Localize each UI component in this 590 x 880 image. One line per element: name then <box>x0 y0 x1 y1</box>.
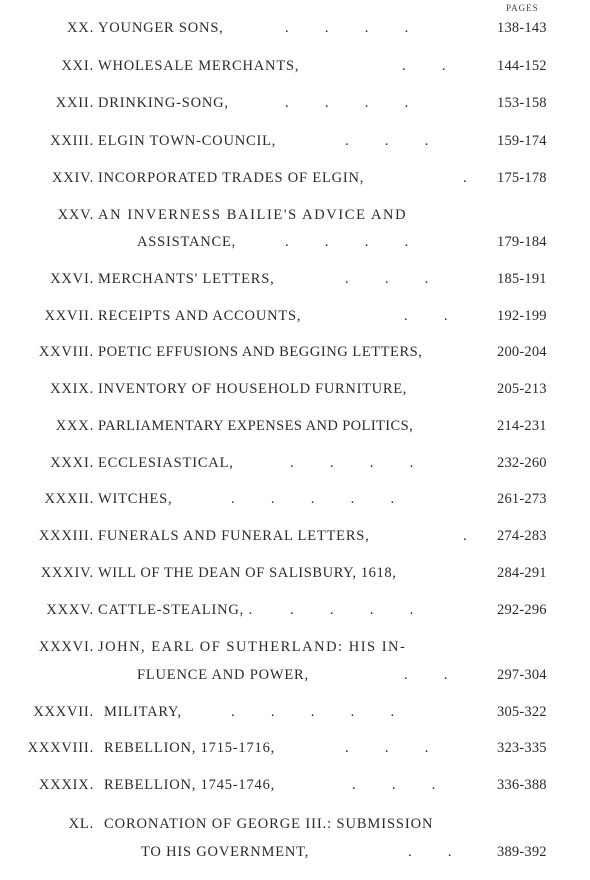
leader-dots: . . <box>404 667 448 683</box>
chapter-title-continued: ASSISTANCE, <box>137 234 237 250</box>
toc-entry <box>0 565 590 587</box>
chapter-title: AN INVERNESS BAILIE'S ADVICE AND <box>98 207 408 223</box>
chapter-title: YOUNGER SONS, <box>98 20 224 36</box>
chapter-number: XL. <box>68 816 94 832</box>
page-range: 261-273 <box>497 491 547 507</box>
chapter-number: XXXIX. <box>38 777 94 793</box>
chapter-number: XXXI. <box>50 455 94 471</box>
chapter-number: XXV. <box>57 207 94 223</box>
leader-dots: . . <box>404 308 448 324</box>
chapter-number: XXVII. <box>44 308 94 324</box>
leader-dots: . . <box>408 844 452 860</box>
page-range: 323-335 <box>497 740 547 756</box>
leader-dots: . . . . <box>290 602 414 618</box>
toc-entry <box>0 491 590 513</box>
leader-dots: . . . . . <box>231 491 395 507</box>
chapter-title: CATTLE-STEALING, . <box>98 602 253 618</box>
chapter-title: MERCHANTS' LETTERS, <box>98 271 275 287</box>
page-range: 200-204 <box>497 344 547 360</box>
chapter-number: XXIX. <box>50 381 94 397</box>
page-range: 205-213 <box>497 381 547 397</box>
chapter-number: XXXIII. <box>38 528 94 544</box>
toc-entry <box>0 740 590 762</box>
leader-dots: . . . <box>345 740 429 756</box>
toc-entry <box>0 20 590 42</box>
page-range: 138-143 <box>497 20 547 36</box>
toc-entry <box>0 418 590 440</box>
chapter-title: RECEIPTS AND ACCOUNTS, <box>98 308 302 324</box>
chapter-title-continued: FLUENCE AND POWER, <box>137 667 309 683</box>
page-range: 185-191 <box>497 271 547 287</box>
chapter-number: XXXV. <box>46 602 94 618</box>
page-range: 389-392 <box>497 844 547 860</box>
chapter-title: DRINKING-SONG, <box>98 95 229 111</box>
chapter-title: POETIC EFFUSIONS AND BEGGING LETTERS, <box>98 344 423 360</box>
chapter-number: XXVI. <box>50 271 94 287</box>
page-range: 297-304 <box>497 667 547 683</box>
leader-dots: . . . . <box>285 234 409 250</box>
leader-dots: . . <box>402 58 446 74</box>
chapter-title: INCORPORATED TRADES OF ELGIN, <box>98 170 365 186</box>
leader-dots: . . . . <box>285 20 409 36</box>
toc-entry-continuation <box>0 667 590 689</box>
chapter-title: ELGIN TOWN-COUNCIL, <box>98 133 277 149</box>
page-range: 179-184 <box>497 234 547 250</box>
chapter-title: CORONATION OF GEORGE III.: SUBMISSION <box>104 816 434 832</box>
leader-dots: . . . . <box>290 455 414 471</box>
page-range: 175-178 <box>497 170 547 186</box>
toc-entry <box>0 95 590 117</box>
leader-dots: . . . <box>352 777 436 793</box>
toc-entry <box>0 816 590 838</box>
leader-dots: . . . . <box>285 95 409 111</box>
chapter-number: XXXVII. <box>33 704 94 720</box>
toc-entry-continuation <box>0 844 590 866</box>
toc-entry <box>0 58 590 80</box>
toc-entry <box>0 133 590 155</box>
page-range: 144-152 <box>497 58 547 74</box>
leader-dots: . <box>463 528 467 544</box>
chapter-title: INVENTORY OF HOUSEHOLD FURNITURE, <box>98 381 408 397</box>
chapter-number: XXX. <box>55 418 94 434</box>
chapter-number: XXXVI. <box>38 639 94 655</box>
page-range: 192-199 <box>497 308 547 324</box>
page-range: 336-388 <box>497 777 547 793</box>
page-range: 292-296 <box>497 602 547 618</box>
toc-entry <box>0 602 590 624</box>
chapter-number: XXXVIII. <box>27 740 94 756</box>
chapter-title: MILITARY, <box>104 704 182 720</box>
leader-dots: . . . <box>345 271 429 287</box>
toc-entry <box>0 455 590 477</box>
chapter-number: XXXIV. <box>40 565 94 581</box>
page-range: 159-174 <box>497 133 547 149</box>
toc-entry <box>0 308 590 330</box>
page-range: 153-158 <box>497 95 547 111</box>
leader-dots: . . . . . <box>231 704 395 720</box>
chapter-number: XXI. <box>61 58 94 74</box>
toc-entry <box>0 381 590 403</box>
leader-dots: . . . <box>345 133 429 149</box>
page-range: 232-260 <box>497 455 547 471</box>
toc-entry <box>0 704 590 726</box>
page-range: 284-291 <box>497 565 547 581</box>
chapter-title: WITCHES, <box>98 491 173 507</box>
chapter-title: FUNERALS AND FUNERAL LETTERS, <box>98 528 370 544</box>
toc-entry-continuation <box>0 234 590 256</box>
chapter-number: XXIII. <box>50 133 94 149</box>
leader-dots: . <box>463 170 467 186</box>
chapter-number: XXIV. <box>52 170 94 186</box>
chapter-title: ECCLESIASTICAL, <box>98 455 234 471</box>
chapter-title: JOHN, EARL OF SUTHERLAND: HIS IN- <box>98 639 407 655</box>
chapter-title: REBELLION, 1745-1746, <box>104 777 276 793</box>
chapter-title: WILL OF THE DEAN OF SALISBURY, 1618, <box>98 565 397 581</box>
chapter-number: XXXII. <box>44 491 94 507</box>
chapter-title: PARLIAMENTARY EXPENSES AND POLITICS, <box>98 418 414 434</box>
toc-entry <box>0 207 590 229</box>
toc-entry <box>0 777 590 799</box>
page-range: 274-283 <box>497 528 547 544</box>
toc-entry <box>0 170 590 192</box>
chapter-number: XXVIII. <box>38 344 94 360</box>
chapter-title: WHOLESALE MERCHANTS, <box>98 58 300 74</box>
chapter-number: XX. <box>67 20 94 36</box>
chapter-title: REBELLION, 1715-1716, <box>104 740 276 756</box>
page-range: 305-322 <box>497 704 547 720</box>
toc-entry <box>0 639 590 661</box>
pages-column-header: PAGES <box>506 3 539 13</box>
toc-entry <box>0 271 590 293</box>
toc-entry <box>0 528 590 550</box>
toc-entry <box>0 344 590 366</box>
chapter-number: XXII. <box>55 95 94 111</box>
page-range: 214-231 <box>497 418 547 434</box>
chapter-title-continued: TO HIS GOVERNMENT, <box>141 844 310 860</box>
